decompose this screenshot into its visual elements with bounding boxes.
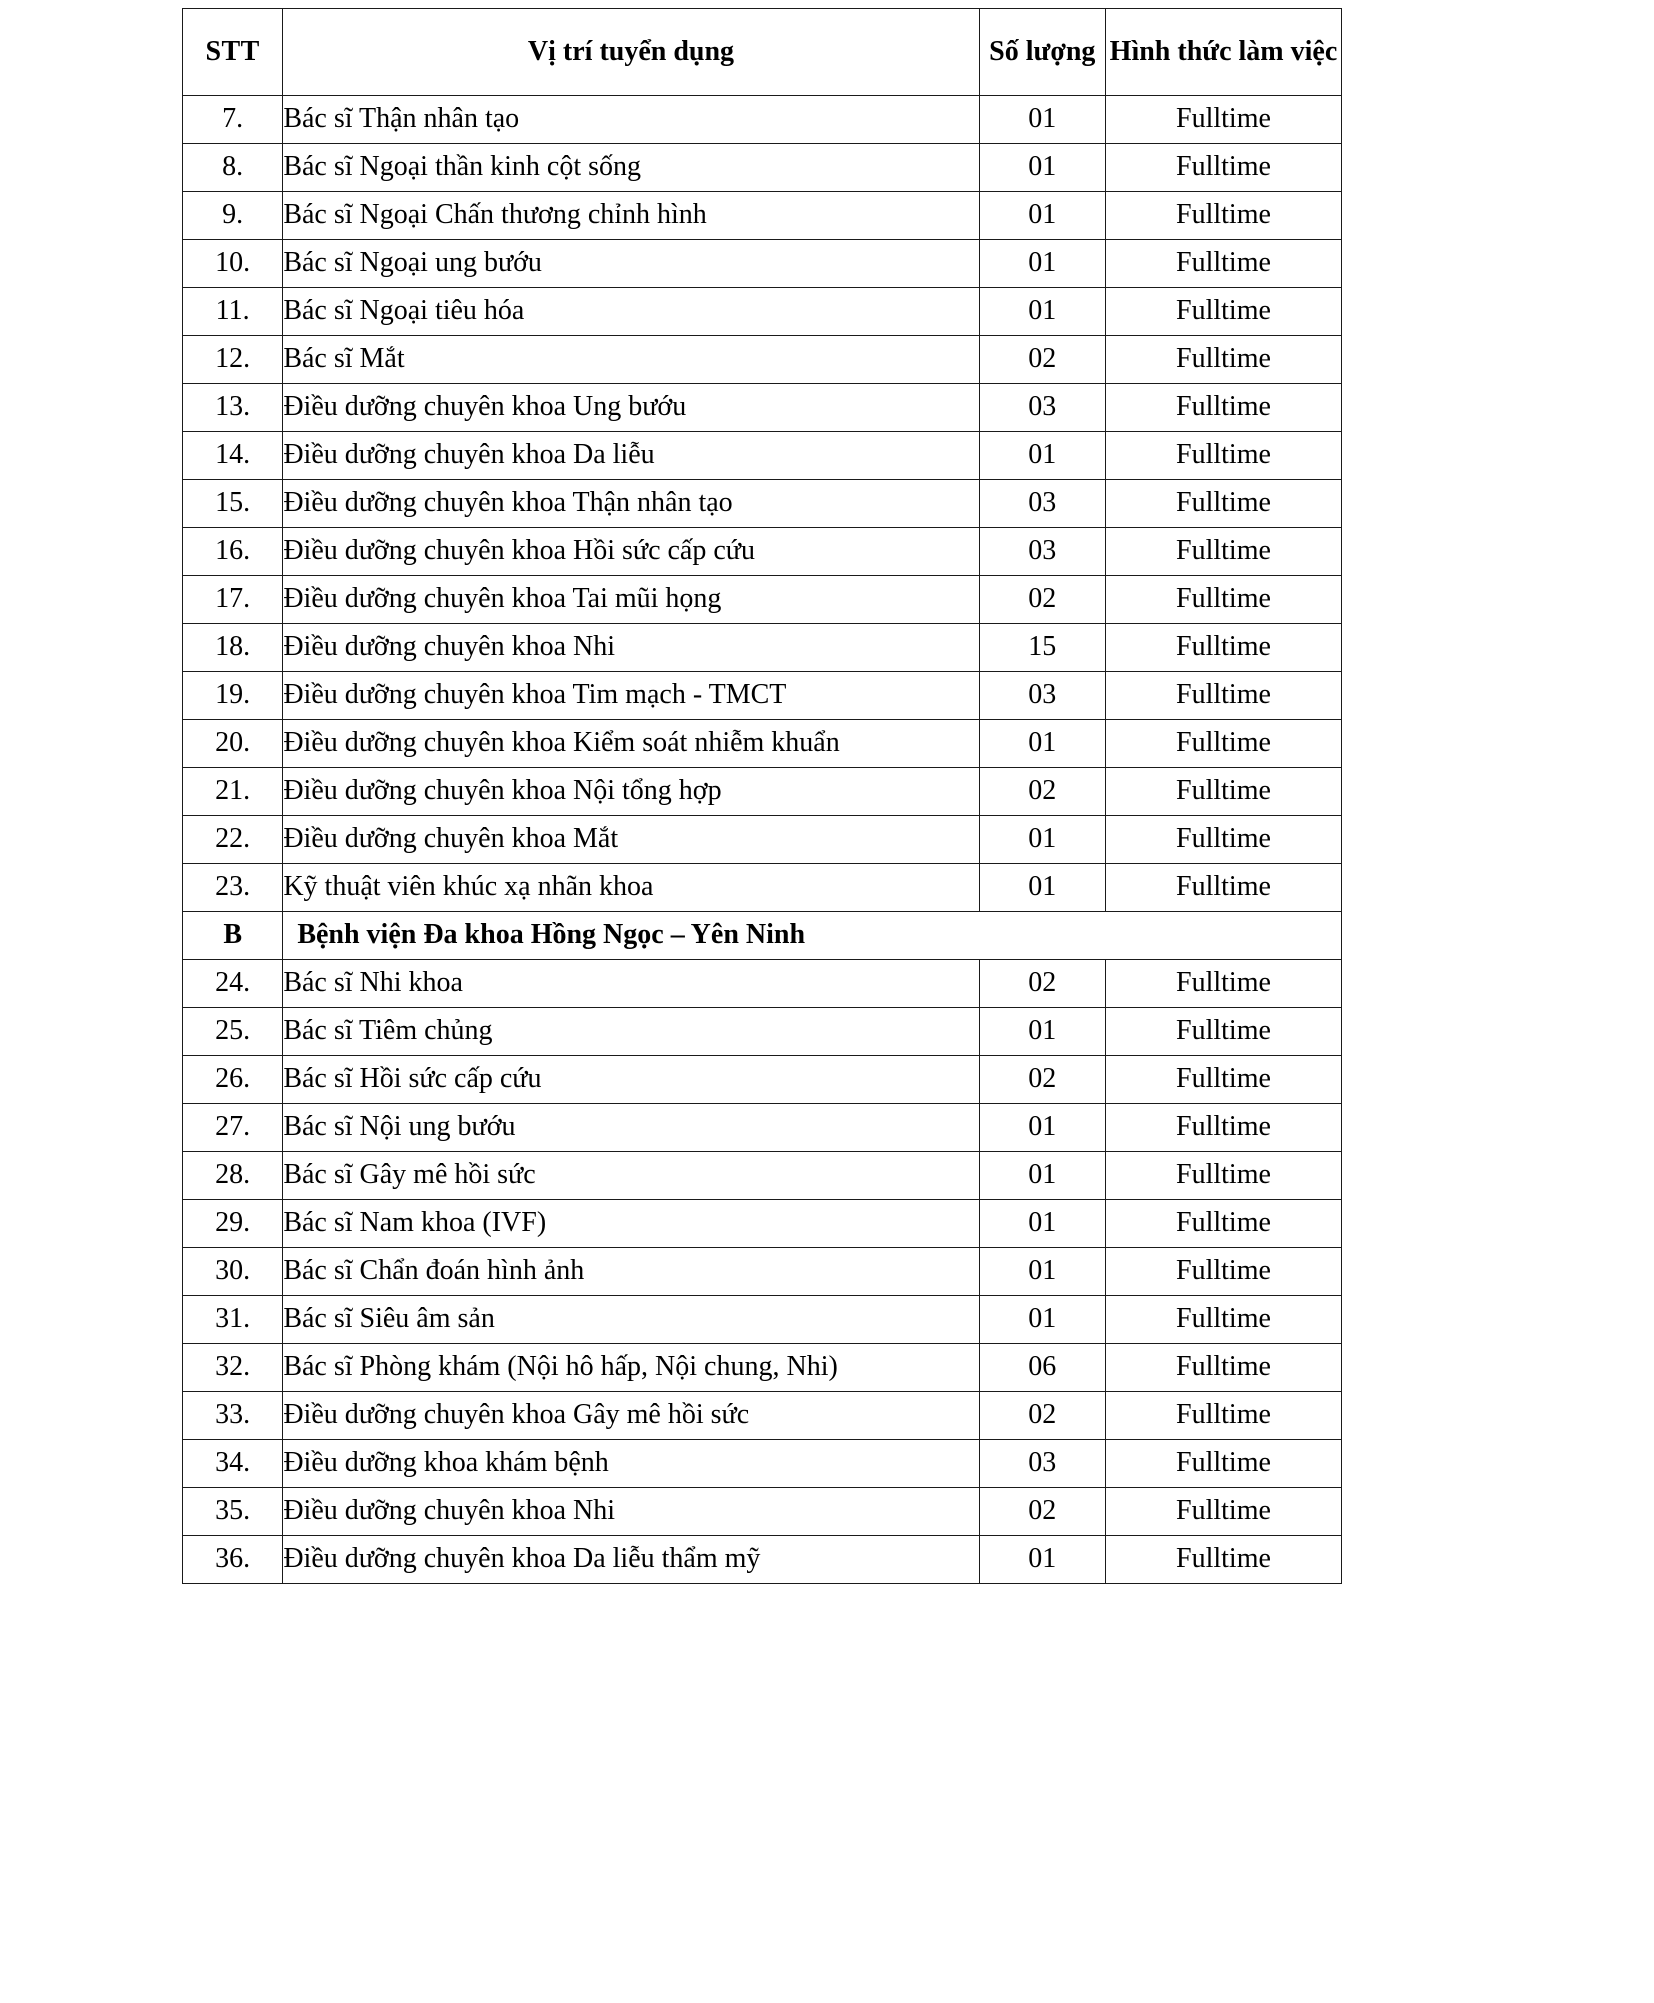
cell-stt: 34. [183,1440,283,1488]
cell-stt: 19. [183,672,283,720]
cell-position: Kỹ thuật viên khúc xạ nhãn khoa [283,864,979,912]
cell-quantity: 02 [979,960,1105,1008]
cell-quantity: 01 [979,144,1105,192]
cell-position: Điều dưỡng chuyên khoa Thận nhân tạo [283,480,979,528]
cell-stt: 27. [183,1104,283,1152]
column-header-stt: STT [183,9,283,96]
cell-stt: 10. [183,240,283,288]
cell-stt: 22. [183,816,283,864]
table-row [183,720,1342,768]
cell-position: Bệnh viện Đa khoa Hồng Ngọc – Yên Ninh [283,912,1342,960]
cell-position: Điều dưỡng chuyên khoa Da liễu thẩm mỹ [283,1536,979,1584]
cell-position: Bác sĩ Ngoại Chấn thương chỉnh hình [283,192,979,240]
table-row [183,816,1342,864]
cell-position: Bác sĩ Nội ung bướu [283,1104,979,1152]
table-row [183,1344,1342,1392]
cell-position: Bác sĩ Thận nhân tạo [283,96,979,144]
cell-stt: 24. [183,960,283,1008]
cell-stt: 20. [183,720,283,768]
cell-work-mode: Fulltime [1105,1392,1341,1440]
cell-work-mode: Fulltime [1105,576,1341,624]
cell-quantity: 02 [979,768,1105,816]
cell-quantity: 02 [979,1392,1105,1440]
table-row [183,432,1342,480]
cell-position: Điều dưỡng chuyên khoa Tai mũi họng [283,576,979,624]
cell-work-mode: Fulltime [1105,1200,1341,1248]
table-row [183,1248,1342,1296]
cell-quantity: 02 [979,1056,1105,1104]
cell-work-mode: Fulltime [1105,1296,1341,1344]
cell-work-mode: Fulltime [1105,528,1341,576]
table-row [183,240,1342,288]
cell-position: Điều dưỡng chuyên khoa Kiểm soát nhiễm khuẩn [283,720,979,768]
cell-stt: 14. [183,432,283,480]
cell-work-mode: Fulltime [1105,384,1341,432]
cell-position: Điều dưỡng chuyên khoa Nhi [283,624,979,672]
table-row [183,1392,1342,1440]
cell-stt: 36. [183,1536,283,1584]
cell-stt: 9. [183,192,283,240]
table-section-row [183,912,1342,960]
cell-position: Điều dưỡng chuyên khoa Mắt [283,816,979,864]
cell-position: Bác sĩ Chẩn đoán hình ảnh [283,1248,979,1296]
cell-position: Điều dưỡng chuyên khoa Da liễu [283,432,979,480]
cell-position: Bác sĩ Phòng khám (Nội hô hấp, Nội chung, Nhi) [283,1344,979,1392]
table-row [183,528,1342,576]
cell-stt: 31. [183,1296,283,1344]
cell-work-mode: Fulltime [1105,288,1341,336]
cell-work-mode: Fulltime [1105,192,1341,240]
cell-work-mode: Fulltime [1105,1440,1341,1488]
cell-stt: 33. [183,1392,283,1440]
table-row [183,576,1342,624]
table-row [183,1056,1342,1104]
cell-work-mode: Fulltime [1105,672,1341,720]
cell-work-mode: Fulltime [1105,768,1341,816]
table-header-row [183,9,1342,96]
table-row [183,1440,1342,1488]
cell-stt: 11. [183,288,283,336]
table-row [183,864,1342,912]
cell-stt: 18. [183,624,283,672]
cell-work-mode: Fulltime [1105,1056,1341,1104]
cell-position: Điều dưỡng chuyên khoa Tim mạch - TMCT [283,672,979,720]
cell-stt: 17. [183,576,283,624]
cell-work-mode: Fulltime [1105,1536,1341,1584]
table-row [183,672,1342,720]
cell-quantity: 01 [979,432,1105,480]
column-header-work-mode: Hình thức làm việc [1105,9,1341,96]
cell-position: Bác sĩ Mắt [283,336,979,384]
table-row [183,1488,1342,1536]
cell-position: Điều dưỡng chuyên khoa Nhi [283,1488,979,1536]
cell-quantity: 02 [979,336,1105,384]
cell-work-mode: Fulltime [1105,336,1341,384]
cell-work-mode: Fulltime [1105,624,1341,672]
cell-quantity: 01 [979,816,1105,864]
table-row [183,336,1342,384]
cell-work-mode: Fulltime [1105,480,1341,528]
cell-stt: 16. [183,528,283,576]
cell-quantity: 01 [979,288,1105,336]
table-header [183,9,1342,96]
table-body [183,96,1342,1584]
table-row [183,384,1342,432]
cell-stt: 7. [183,96,283,144]
cell-quantity: 02 [979,576,1105,624]
cell-quantity: 03 [979,480,1105,528]
cell-quantity: 02 [979,1488,1105,1536]
cell-position: Điều dưỡng chuyên khoa Gây mê hồi sức [283,1392,979,1440]
cell-work-mode: Fulltime [1105,96,1341,144]
table-row [183,768,1342,816]
cell-stt: 29. [183,1200,283,1248]
cell-stt: 30. [183,1248,283,1296]
cell-stt: 28. [183,1152,283,1200]
cell-position: Bác sĩ Nam khoa (IVF) [283,1200,979,1248]
cell-position: Bác sĩ Ngoại thần kinh cột sống [283,144,979,192]
cell-work-mode: Fulltime [1105,1152,1341,1200]
cell-position: Bác sĩ Nhi khoa [283,960,979,1008]
table-row [183,1200,1342,1248]
cell-stt: 13. [183,384,283,432]
cell-position: Bác sĩ Ngoại ung bướu [283,240,979,288]
cell-quantity: 15 [979,624,1105,672]
cell-quantity: 01 [979,96,1105,144]
cell-quantity: 01 [979,1008,1105,1056]
table-row [183,1536,1342,1584]
cell-stt: 35. [183,1488,283,1536]
cell-stt: B [183,912,283,960]
cell-stt: 25. [183,1008,283,1056]
cell-work-mode: Fulltime [1105,1008,1341,1056]
cell-quantity: 03 [979,528,1105,576]
cell-quantity: 03 [979,672,1105,720]
cell-work-mode: Fulltime [1105,1248,1341,1296]
cell-stt: 21. [183,768,283,816]
table-row [183,480,1342,528]
cell-work-mode: Fulltime [1105,432,1341,480]
cell-stt: 23. [183,864,283,912]
cell-quantity: 06 [979,1344,1105,1392]
column-header-position: Vị trí tuyển dụng [283,9,979,96]
cell-position: Bác sĩ Hồi sức cấp cứu [283,1056,979,1104]
cell-stt: 8. [183,144,283,192]
cell-work-mode: Fulltime [1105,144,1341,192]
cell-quantity: 01 [979,1152,1105,1200]
cell-work-mode: Fulltime [1105,1104,1341,1152]
cell-work-mode: Fulltime [1105,864,1341,912]
cell-work-mode: Fulltime [1105,1344,1341,1392]
cell-stt: 15. [183,480,283,528]
table-row [183,288,1342,336]
cell-stt: 32. [183,1344,283,1392]
table-row [183,624,1342,672]
cell-work-mode: Fulltime [1105,1488,1341,1536]
cell-work-mode: Fulltime [1105,816,1341,864]
cell-position: Điều dưỡng khoa khám bệnh [283,1440,979,1488]
table-row [183,192,1342,240]
table-row [183,1296,1342,1344]
cell-position: Điều dưỡng chuyên khoa Hồi sức cấp cứu [283,528,979,576]
cell-quantity: 01 [979,1200,1105,1248]
cell-position: Điều dưỡng chuyên khoa Nội tổng hợp [283,768,979,816]
cell-work-mode: Fulltime [1105,960,1341,1008]
cell-quantity: 03 [979,1440,1105,1488]
table-row [183,1104,1342,1152]
recruitment-positions-table [182,8,1342,1584]
table-row [183,144,1342,192]
cell-position: Bác sĩ Gây mê hồi sức [283,1152,979,1200]
cell-quantity: 01 [979,240,1105,288]
table-row [183,960,1342,1008]
cell-quantity: 01 [979,864,1105,912]
cell-quantity: 01 [979,1536,1105,1584]
column-header-quantity: Số lượng [979,9,1105,96]
cell-work-mode: Fulltime [1105,240,1341,288]
cell-quantity: 01 [979,720,1105,768]
cell-quantity: 01 [979,1296,1105,1344]
cell-position: Điều dưỡng chuyên khoa Ung bướu [283,384,979,432]
table-row [183,1152,1342,1200]
cell-quantity: 03 [979,384,1105,432]
cell-stt: 26. [183,1056,283,1104]
cell-quantity: 01 [979,1248,1105,1296]
cell-position: Bác sĩ Siêu âm sản [283,1296,979,1344]
table-row [183,96,1342,144]
table-row [183,1008,1342,1056]
cell-position: Bác sĩ Tiêm chủng [283,1008,979,1056]
cell-stt: 12. [183,336,283,384]
cell-quantity: 01 [979,1104,1105,1152]
cell-quantity: 01 [979,192,1105,240]
cell-work-mode: Fulltime [1105,720,1341,768]
cell-position: Bác sĩ Ngoại tiêu hóa [283,288,979,336]
